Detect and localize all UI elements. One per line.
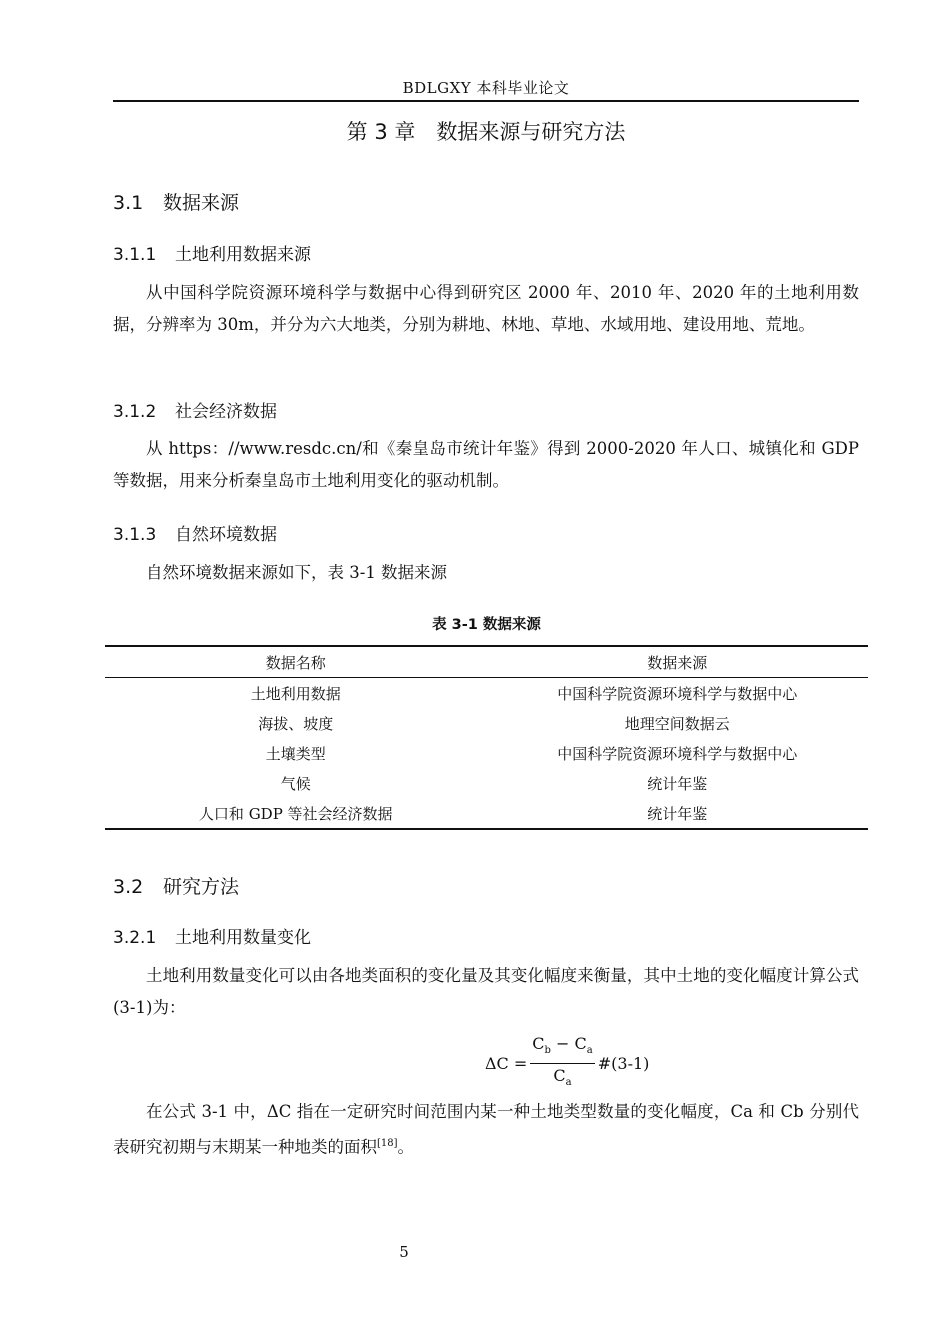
table-cell: 地理空间数据云 — [624, 714, 730, 733]
formula-operator: − — [550, 1034, 575, 1053]
subsection-number: 3.1.3 — [113, 525, 157, 545]
table-row — [105, 708, 868, 738]
running-header: BDLGXY 本科毕业论文 — [402, 79, 570, 97]
paragraph-quantity-change: 土地利用数量变化可以由各地类面积的变化量及其变化幅度来衡量，其中土地的变化幅度计算公式(3-1)为： — [113, 966, 859, 1017]
citation-marker[interactable]: [18] — [377, 1137, 398, 1149]
section-heading-3-1 — [113, 188, 239, 215]
table-header-cell: 数据名称 — [265, 653, 326, 672]
section-number: 3.1 — [113, 192, 144, 214]
formula-numerator — [530, 1034, 594, 1064]
subsection-heading-3-1-2 — [113, 397, 277, 422]
paragraph-text: 。 — [397, 1137, 415, 1156]
formula-subscript: a — [586, 1045, 593, 1057]
paragraph-socioeconomic-data: 从 https：//www.resdc.cn/和《秦皇岛市统计年鉴》得到 2000-2020 年人口、城镇化和 GDP 等数据，用来分析秦皇岛市土地利用变化的驱动机制。 — [113, 439, 859, 490]
section-title: 数据来源 — [163, 192, 240, 214]
table-row — [105, 798, 868, 829]
formula-subscript: a — [565, 1077, 572, 1089]
section-title: 研究方法 — [163, 876, 240, 898]
page-number: 5 — [399, 1243, 409, 1261]
subsection-number: 3.1.2 — [113, 402, 157, 422]
table-cell: 中国科学院资源环境科学与数据中心 — [557, 744, 798, 763]
section-heading-3-2 — [113, 872, 239, 899]
table-caption: 表 3-1 数据来源 — [432, 617, 541, 633]
subsection-title: 土地利用数据来源 — [175, 245, 311, 265]
paragraph-natural-env-data: 自然环境数据来源如下，表 3-1 数据来源 — [146, 563, 448, 582]
subsection-title: 社会经济数据 — [175, 402, 277, 422]
header-rule — [113, 100, 859, 102]
subsection-title: 自然环境数据 — [175, 525, 277, 545]
paragraph-text: 在公式 3-1 中，ΔC 指在一定研究时间范围内某一种土地类型数量的变化幅度，Ca 和 Cb 分别代表研究初期与末期某一种地类的面积 — [113, 1102, 859, 1156]
subsection-title: 土地利用数量变化 — [175, 928, 311, 948]
paragraph-formula-explanation — [113, 1096, 859, 1163]
table-cell: 土壤类型 — [265, 744, 326, 763]
table-cell: 统计年鉴 — [647, 804, 708, 823]
formula-tag: #(3-1) — [597, 1054, 650, 1074]
chapter-title: 第 3 章 数据来源与研究方法 — [346, 120, 626, 144]
table-row — [105, 738, 868, 768]
table-header-row — [105, 646, 868, 678]
table-cell: 土地利用数据 — [250, 684, 341, 703]
table-cell: 海拔、坡度 — [258, 714, 334, 733]
formula-symbol: C — [532, 1034, 545, 1053]
subsection-number: 3.1.1 — [113, 245, 157, 265]
subsection-heading-3-1-1 — [113, 240, 311, 265]
table-cell: 气候 — [280, 774, 311, 793]
subsection-number: 3.2.1 — [113, 928, 157, 948]
data-source-table — [105, 645, 868, 830]
formula-symbol: C — [574, 1034, 587, 1053]
paragraph-land-use-data: 从中国科学院资源环境科学与数据中心得到研究区 2000 年、2010 年、2020 年的土地利用数据，分辨率为 30m，并分为六大地类，分别为耕地、林地、草地、水域用地、建设用地、荒地。 — [113, 283, 859, 334]
table-row — [105, 768, 868, 798]
formula-fraction — [530, 1034, 594, 1093]
table-row — [105, 678, 868, 709]
formula-symbol: C — [553, 1066, 566, 1086]
table-cell: 人口和 GDP 等社会经济数据 — [198, 804, 393, 823]
formula-denominator — [553, 1064, 571, 1093]
formula-lhs: ΔC = — [485, 1054, 528, 1074]
table-cell: 统计年鉴 — [647, 774, 708, 793]
formula-3-1 — [485, 1034, 649, 1093]
table-cell: 中国科学院资源环境科学与数据中心 — [557, 684, 798, 703]
section-number: 3.2 — [113, 876, 144, 898]
table-header-cell: 数据来源 — [647, 653, 708, 672]
subsection-heading-3-2-1 — [113, 923, 311, 948]
formula-subscript: b — [544, 1045, 551, 1057]
subsection-heading-3-1-3 — [113, 520, 277, 545]
